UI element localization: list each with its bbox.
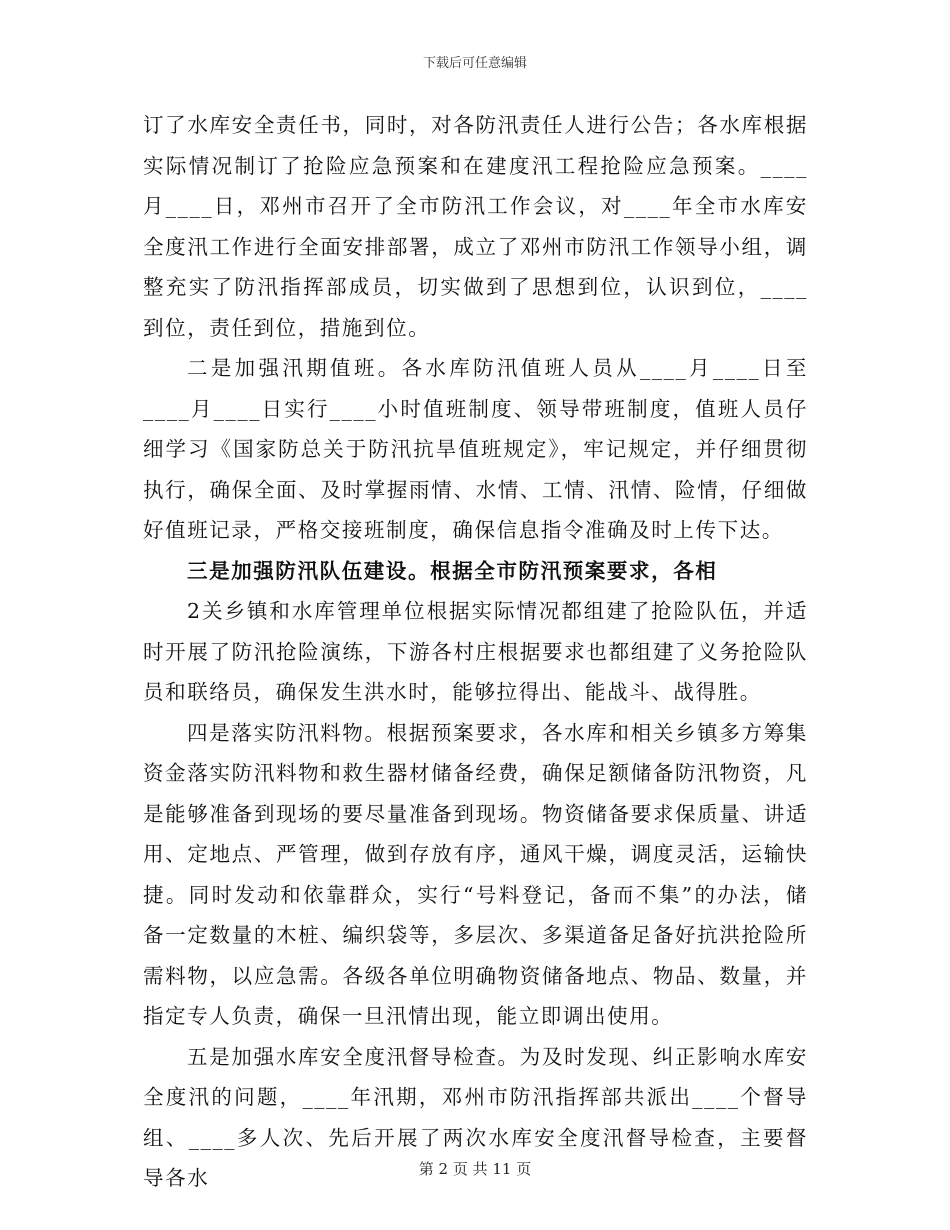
paragraph-inspection: 五是加强水库安全度汛督导检查。为及时发现、纠正影响水库安全度汛的问题，____年汛期，邓州市防汛指挥部共派出____个督导组、____多人次、先后开展了两次水库安全度汛督导检查，主要督导各水: [143, 1044, 808, 1190]
paragraph-continuation: 订了水库安全责任书，同时，对各防汛责任人进行公告；各水库根据实际情况制订了抢险应急预案和在建度汛工程抢险应急预案。____月____日，邓州市召开了全市防汛工作会议，对____年全市水库安全度汛工作进行全面安排部署，成立了邓州市防汛工作领导小组，调整充实了防汛指挥部成员，切实做到了思想到位，认识到位，____到位，责任到位，措施到位。: [143, 113, 808, 340]
page-header: 下载后可任意编辑: [422, 56, 527, 71]
page-number: 第 2 页 共 11 页: [418, 1160, 532, 1178]
paragraph-materials: 四是落实防汛料物。根据预案要求，各水库和相关乡镇多方筹集资金落实防汛料物和救生器材储备经费，确保足额储备防汛物资，凡是能够准备到现场的要尽量准备到现场。物资储备要求保质量、讲适用、定地点、严管理，做到存放有序，通风干燥，调度灵活，运输快捷。同时发动和依靠群众，实行“号料登记，备而不集”的办法，储备一定数量的木桩、编织袋等，多层次、多渠道备足备好抗洪抢险所需料物，以应急需。各级各单位明确物资储备地点、物品、数量，并指定专人负责，确保一旦汛情出现，能立即调出使用。: [143, 720, 808, 1028]
document-body: [143, 105, 808, 1199]
paragraph-duty-shift: 二是加强汛期值班。各水库防汛值班人员从____月____日至____月____日实行____小时值班制度、领导带班制度，值班人员仔细学习《国家防总关于防汛抗旱值班规定》，牢记规定，并仔细贯彻执行，确保全面、及时掌握雨情、水情、工情、汛情、险情，仔细做好值班记录，严格交接班制度，确保信息指令准确及时上传下达。: [143, 356, 808, 542]
paragraph-team-building-heading: 三是加强防汛队伍建设。根据全市防汛预案要求，各相: [187, 558, 718, 583]
paragraph-rescue-teams: 2关乡镇和水库管理单位根据实际情况都组建了抢险队伍，并适时开展了防汛抢险演练，下游各村庄根据要求也都组建了义务抢险队员和联络员，确保发生洪水时，能够拉得出、能战斗、战得胜。: [143, 599, 808, 704]
